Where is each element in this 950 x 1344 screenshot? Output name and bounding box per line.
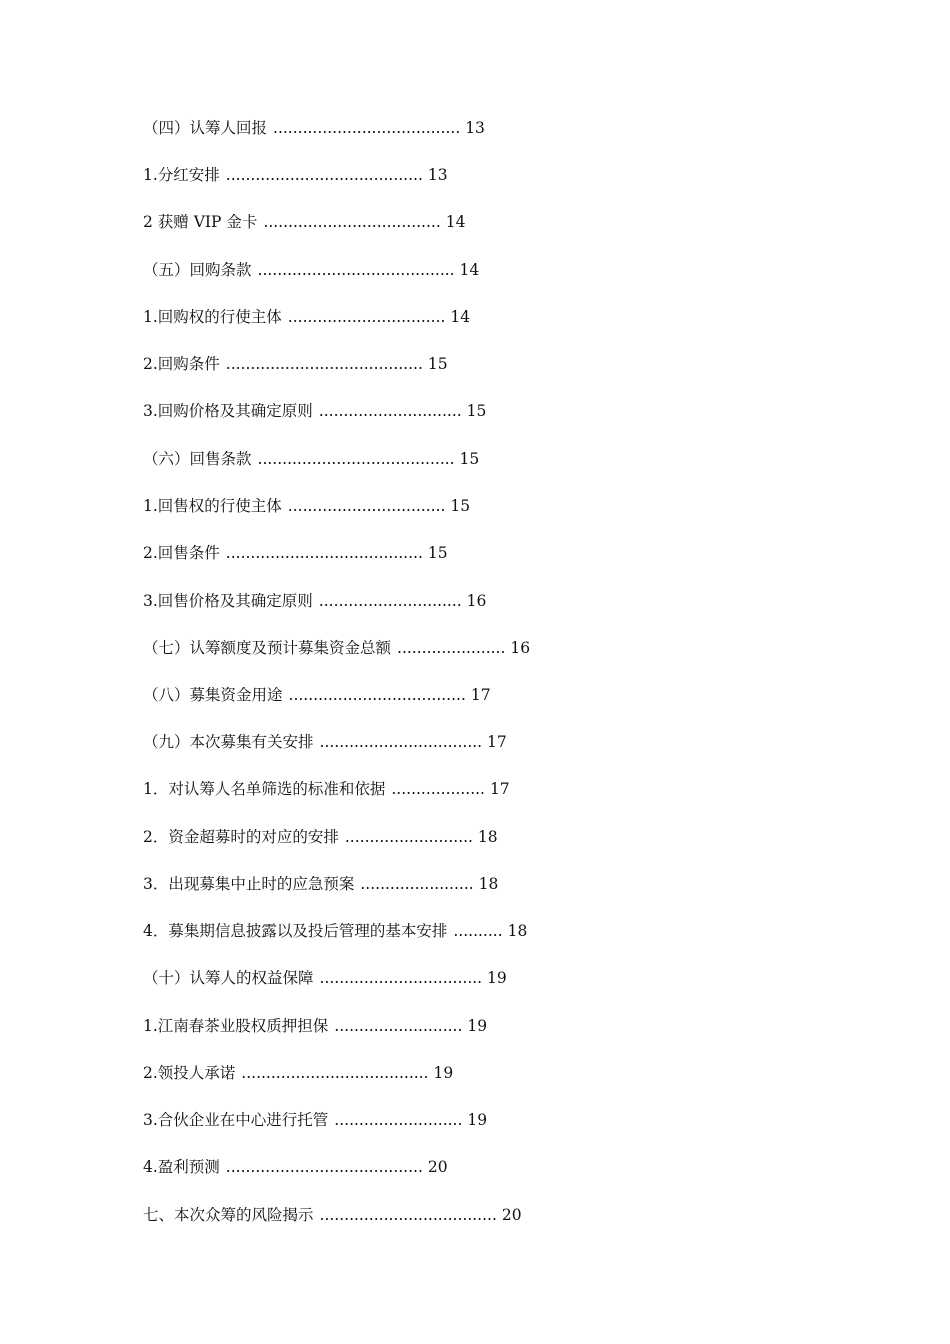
toc-leader-dots: .................................... [288, 686, 466, 704]
toc-entry-title: 1.分红安排 [143, 166, 220, 184]
toc-page-number: 19 [467, 1017, 488, 1035]
toc-leader-dots: ................... [391, 780, 485, 798]
toc-leader-dots: ............................. [318, 402, 462, 420]
toc-page-number: 13 [465, 119, 485, 137]
toc-leader-dots: .......... [453, 922, 503, 940]
toc-page-number: 14 [445, 213, 466, 231]
toc-page-number: 19 [433, 1064, 454, 1082]
toc-page-number: 18 [507, 922, 528, 940]
toc-entry[interactable] [143, 447, 479, 471]
toc-entry[interactable] [143, 1108, 487, 1132]
toc-entry-title: （七）认筹额度及预计募集资金总额 [143, 639, 392, 657]
toc-entry[interactable] [143, 1155, 448, 1179]
toc-page-number: 19 [467, 1111, 488, 1129]
toc-entry-title: 2.回售条件 [143, 544, 220, 562]
toc-page-number: 20 [427, 1158, 448, 1176]
toc-entry-title: 1.江南春茶业股权质押担保 [143, 1017, 329, 1035]
toc-entry-title: （十）认筹人的权益保障 [143, 969, 314, 987]
toc-entry[interactable] [143, 1061, 453, 1085]
toc-entry-title: 4．募集期信息披露以及投后管理的基本安排 [143, 922, 448, 940]
toc-leader-dots: ........................................ [225, 355, 423, 373]
toc-page-number: 16 [510, 639, 531, 657]
toc-leader-dots: .................................... [263, 213, 441, 231]
toc-entry[interactable] [143, 210, 465, 234]
toc-entry-title: 1.回售权的行使主体 [143, 497, 282, 515]
toc-page-number: 17 [470, 686, 491, 704]
toc-entry-title: 2 获赠 VIP 金卡 [143, 213, 258, 231]
toc-entry[interactable] [143, 872, 498, 896]
toc-page-number: 15 [450, 497, 471, 515]
toc-page-number: 18 [477, 828, 498, 846]
toc-entry[interactable] [143, 683, 491, 707]
toc-entry[interactable] [143, 589, 486, 613]
toc-entry-title: 3.回购价格及其确定原则 [143, 402, 313, 420]
toc-page-number: 13 [427, 166, 448, 184]
toc-entry-title: （八）募集资金用途 [143, 686, 283, 704]
toc-leader-dots: .......................... [344, 828, 473, 846]
toc-entry[interactable] [143, 352, 448, 376]
toc-leader-dots: ...................................... [273, 119, 461, 137]
toc-leader-dots: ........................................ [257, 261, 455, 279]
toc-entry-title: （六）回售条款 [143, 450, 252, 468]
toc-entry-title: 2．资金超募时的对应的安排 [143, 828, 339, 846]
toc-entry-title: （四）认筹人回报 [143, 119, 268, 137]
toc-page-number: 15 [427, 355, 448, 373]
toc-entry-title: 3.合伙企业在中心进行托管 [143, 1111, 329, 1129]
toc-entry-title: （九）本次募集有关安排 [143, 733, 314, 751]
toc-entry[interactable] [143, 1014, 487, 1038]
toc-leader-dots: ........................................ [225, 544, 423, 562]
toc-entry[interactable] [143, 399, 486, 423]
toc-page-number: 14 [459, 261, 480, 279]
toc-page-number: 15 [459, 450, 480, 468]
toc-page-number: 15 [427, 544, 448, 562]
toc-leader-dots: ...................................... [241, 1064, 429, 1082]
toc-leader-dots: ................................ [287, 497, 446, 515]
toc-leader-dots: ................................. [319, 969, 483, 987]
toc-entry[interactable] [143, 1203, 522, 1227]
toc-entry[interactable] [143, 541, 448, 565]
toc-entry-title: （五）回购条款 [143, 261, 252, 279]
toc-entry-title: 1．对认筹人名单筛选的标准和依据 [143, 780, 386, 798]
toc-leader-dots: ............................. [318, 592, 462, 610]
toc-leader-dots: ........................................ [225, 166, 423, 184]
toc-entry[interactable] [143, 163, 448, 187]
toc-page-number: 19 [487, 969, 507, 987]
toc-entry[interactable] [143, 966, 507, 990]
toc-leader-dots: .......................... [334, 1017, 463, 1035]
toc-entry[interactable] [143, 825, 498, 849]
toc-page-number: 16 [466, 592, 487, 610]
toc-entry-title: 2.回购条件 [143, 355, 220, 373]
toc-page-number: 20 [501, 1206, 522, 1224]
toc-entry[interactable] [143, 919, 527, 943]
toc-leader-dots: .................................... [319, 1206, 497, 1224]
toc-leader-dots: .......................... [334, 1111, 463, 1129]
toc-leader-dots: ...................... [397, 639, 506, 657]
toc-leader-dots: ........................................ [225, 1158, 423, 1176]
toc-page-number: 14 [450, 308, 471, 326]
toc-page-number: 17 [489, 780, 510, 798]
toc-entry[interactable] [143, 258, 479, 282]
toc-leader-dots: ........................................ [257, 450, 455, 468]
toc-entry-title: 1.回购权的行使主体 [143, 308, 282, 326]
toc-entry-title: 2.领投人承诺 [143, 1064, 236, 1082]
toc-page-number: 15 [466, 402, 487, 420]
toc-leader-dots: ....................... [360, 875, 474, 893]
toc-page-number: 18 [478, 875, 499, 893]
toc-leader-dots: ................................ [287, 308, 446, 326]
toc-entry[interactable] [143, 777, 510, 801]
toc-entry-title: 3.回售价格及其确定原则 [143, 592, 313, 610]
toc-entry-title: 七、本次众筹的风险揭示 [143, 1206, 314, 1224]
toc-entry[interactable] [143, 494, 470, 518]
toc-entry-title: 3．出现募集中止时的应急预案 [143, 875, 355, 893]
toc-page-number: 17 [487, 733, 507, 751]
toc-leader-dots: ................................. [319, 733, 483, 751]
toc-entry[interactable] [143, 636, 530, 660]
toc-entry[interactable] [143, 730, 507, 754]
toc-entry[interactable] [143, 305, 470, 329]
toc-entry[interactable] [143, 116, 485, 140]
toc-entry-title: 4.盈利预测 [143, 1158, 220, 1176]
